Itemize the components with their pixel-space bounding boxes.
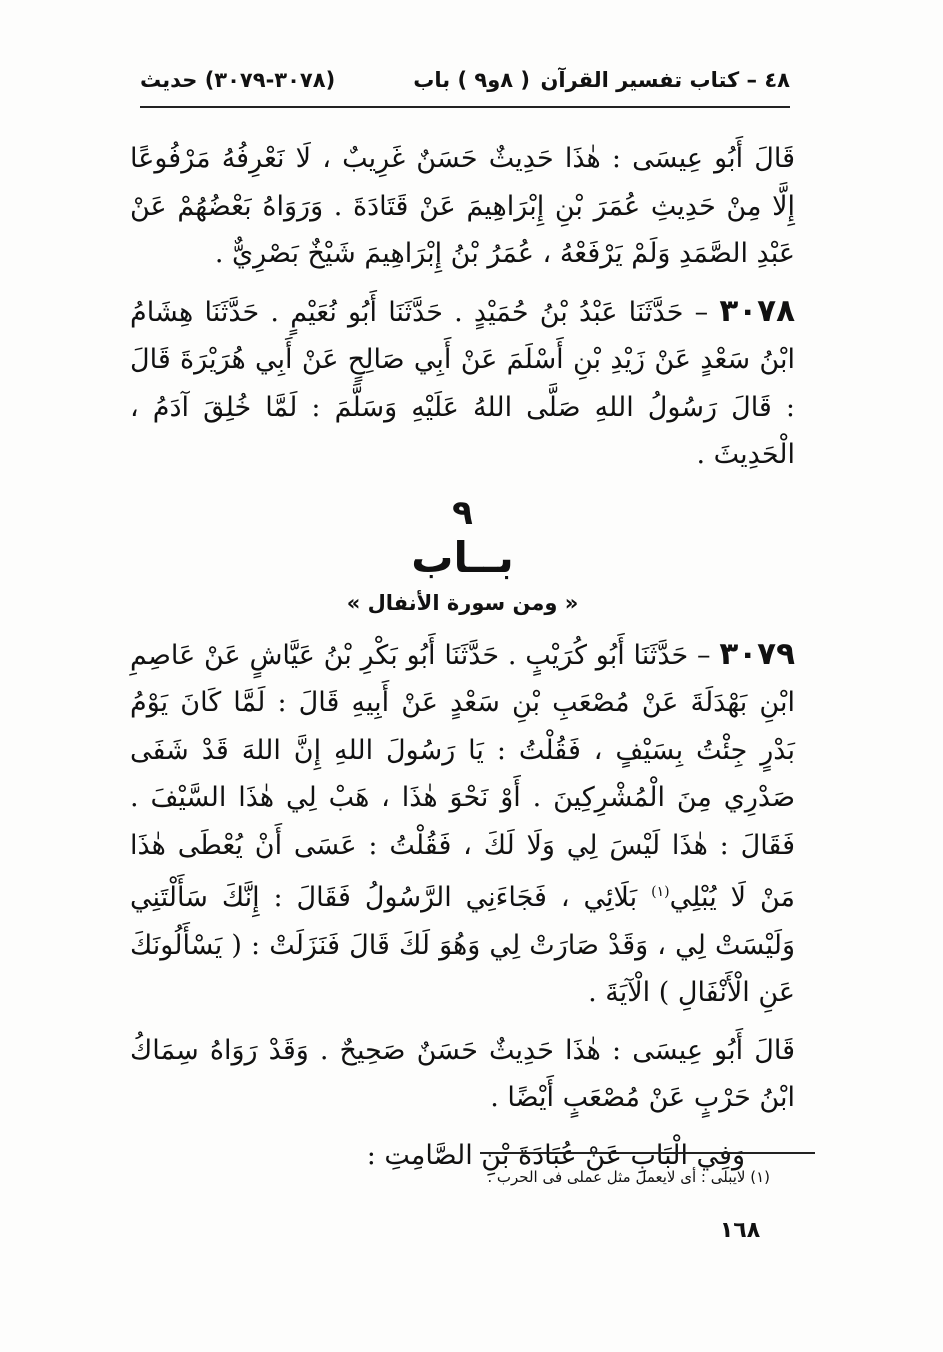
hadith-number-3079: ٣٠٧٩ [719, 635, 795, 672]
chapter-title: بــاب [411, 532, 514, 582]
hadith-text-3079-b: بَلَائِي ، فَجَاءَنِي الرَّسُولُ فَقَالَ : إِنَّكَ سَأَلْتَنِي وَلَيْسَتْ لِي ، وَقَدْ صَارَتْ لِي وَهُوَ لَكَ قَالَ فَنَزَلَتْ : ( يَسْأَلُونَكَ عَنِ الْأَنْفَالِ ) الْآيَةَ . [130, 882, 795, 1008]
footnote: (١) لايبلى : أى لايعمل مثل عملى فى الحرب . [487, 1168, 770, 1186]
page-number: ١٦٨ [719, 1218, 761, 1243]
hadith-3079 [130, 631, 795, 1017]
header-hadith-range: (٣٠٧٨-٣٠٧٩) حديث [140, 68, 336, 92]
paragraph-bab: وَفِي الْبَابِ عَنْ عُبَادَةَ بْنِ الصَّامِتِ : [366, 1139, 745, 1171]
header-rule [140, 106, 790, 108]
hadith-text-3078: – حَدَّثَنَا عَبْدُ بْنُ حُمَيْدٍ . حَدَّثَنَا أَبُو نُعَيْمٍ . حَدَّثَنَا هِشَامُ ابْنُ سَعْدٍ عَنْ زَيْدِ بْنِ أَسْلَمَ عَنْ أَبِي صَالِحٍ عَنْ أَبِي هُرَيْرَةَ قَالَ : قَالَ رَسُولُ اللهِ صَلَّى اللهُ عَلَيْهِ وَسَلَّمَ : لَمَّا خُلِقَ آدَمُ ، الْحَدِيثَ . [130, 296, 795, 470]
paragraph-abu-isa-1: قَالَ أَبُو عِيسَى : هٰذَا حَدِيثٌ حَسَنٌ غَرِيبٌ ، لَا نَعْرِفُهُ مَرْفُوعًا إِلَّا مِنْ حَدِيثِ عُمَرَ بْنِ إِبْرَاهِيمَ عَنْ قَتَادَةَ . وَرَوَاهُ بَعْضُهُمْ عَنْ عَبْدِ الصَّمَدِ وَلَمْ يَرْفَعْهُ ، عُمَرُ بْنُ إِبْرَاهِيمَ شَيْخٌ بَصْرِيٌّ . [130, 143, 795, 269]
hadith-number-3078: ٣٠٧٨ [719, 292, 795, 329]
footnote-marker: (١) [651, 884, 670, 900]
paragraph-abu-isa-2: قَالَ أَبُو عِيسَى : هٰذَا حَدِيثٌ حَسَنٌ صَحِيحٌ . وَقَدْ رَوَاهُ سِمَاكُ ابْنُ حَرْبٍ عَنْ مُصْعَبٍ أَيْضًا . [130, 1034, 795, 1113]
surah-title: « ومن سورة الأنفال » [346, 590, 579, 615]
running-header [140, 58, 790, 98]
hadith-text-3079-a: – حَدَّثَنَا أَبُو كُرَيْبٍ . حَدَّثَنَا أَبُو بَكْرِ بْنُ عَيَّاشٍ عَنْ عَاصِمِ ابْنِ بَهْدَلَةَ عَنْ مُصْعَبِ بْنِ سَعْدٍ عَنْ أَبِيهِ قَالَ : لَمَّا كَانَ يَوْمُ بَدْرٍ جِئْتُ بِسَيْفٍ ، فَقُلْتُ : يَا رَسُولَ اللهِ إِنَّ اللهَ قَدْ شَفَى صَدْرِي مِنَ الْمُشْرِكِينَ . أَوْ نَحْوَ هٰذَا ، هَبْ لِي هٰذَا السَّيْفَ . فَقَالَ : هٰذَا لَيْسَ لِي وَلَا لَكَ ، فَقُلْتُ : عَسَى أَنْ يُعْطَى هٰذَا مَنْ لَا يُبْلِي [130, 639, 796, 913]
header-book-title: ٤٨ – كتاب تفسير القرآن [540, 68, 790, 92]
chapter-number: ٩ [452, 492, 473, 533]
footnote-rule [480, 1152, 815, 1154]
header-chapter: ( ٨و٩ ) باب [413, 68, 530, 92]
page-body [130, 135, 795, 1179]
hadith-3078 [130, 288, 795, 479]
